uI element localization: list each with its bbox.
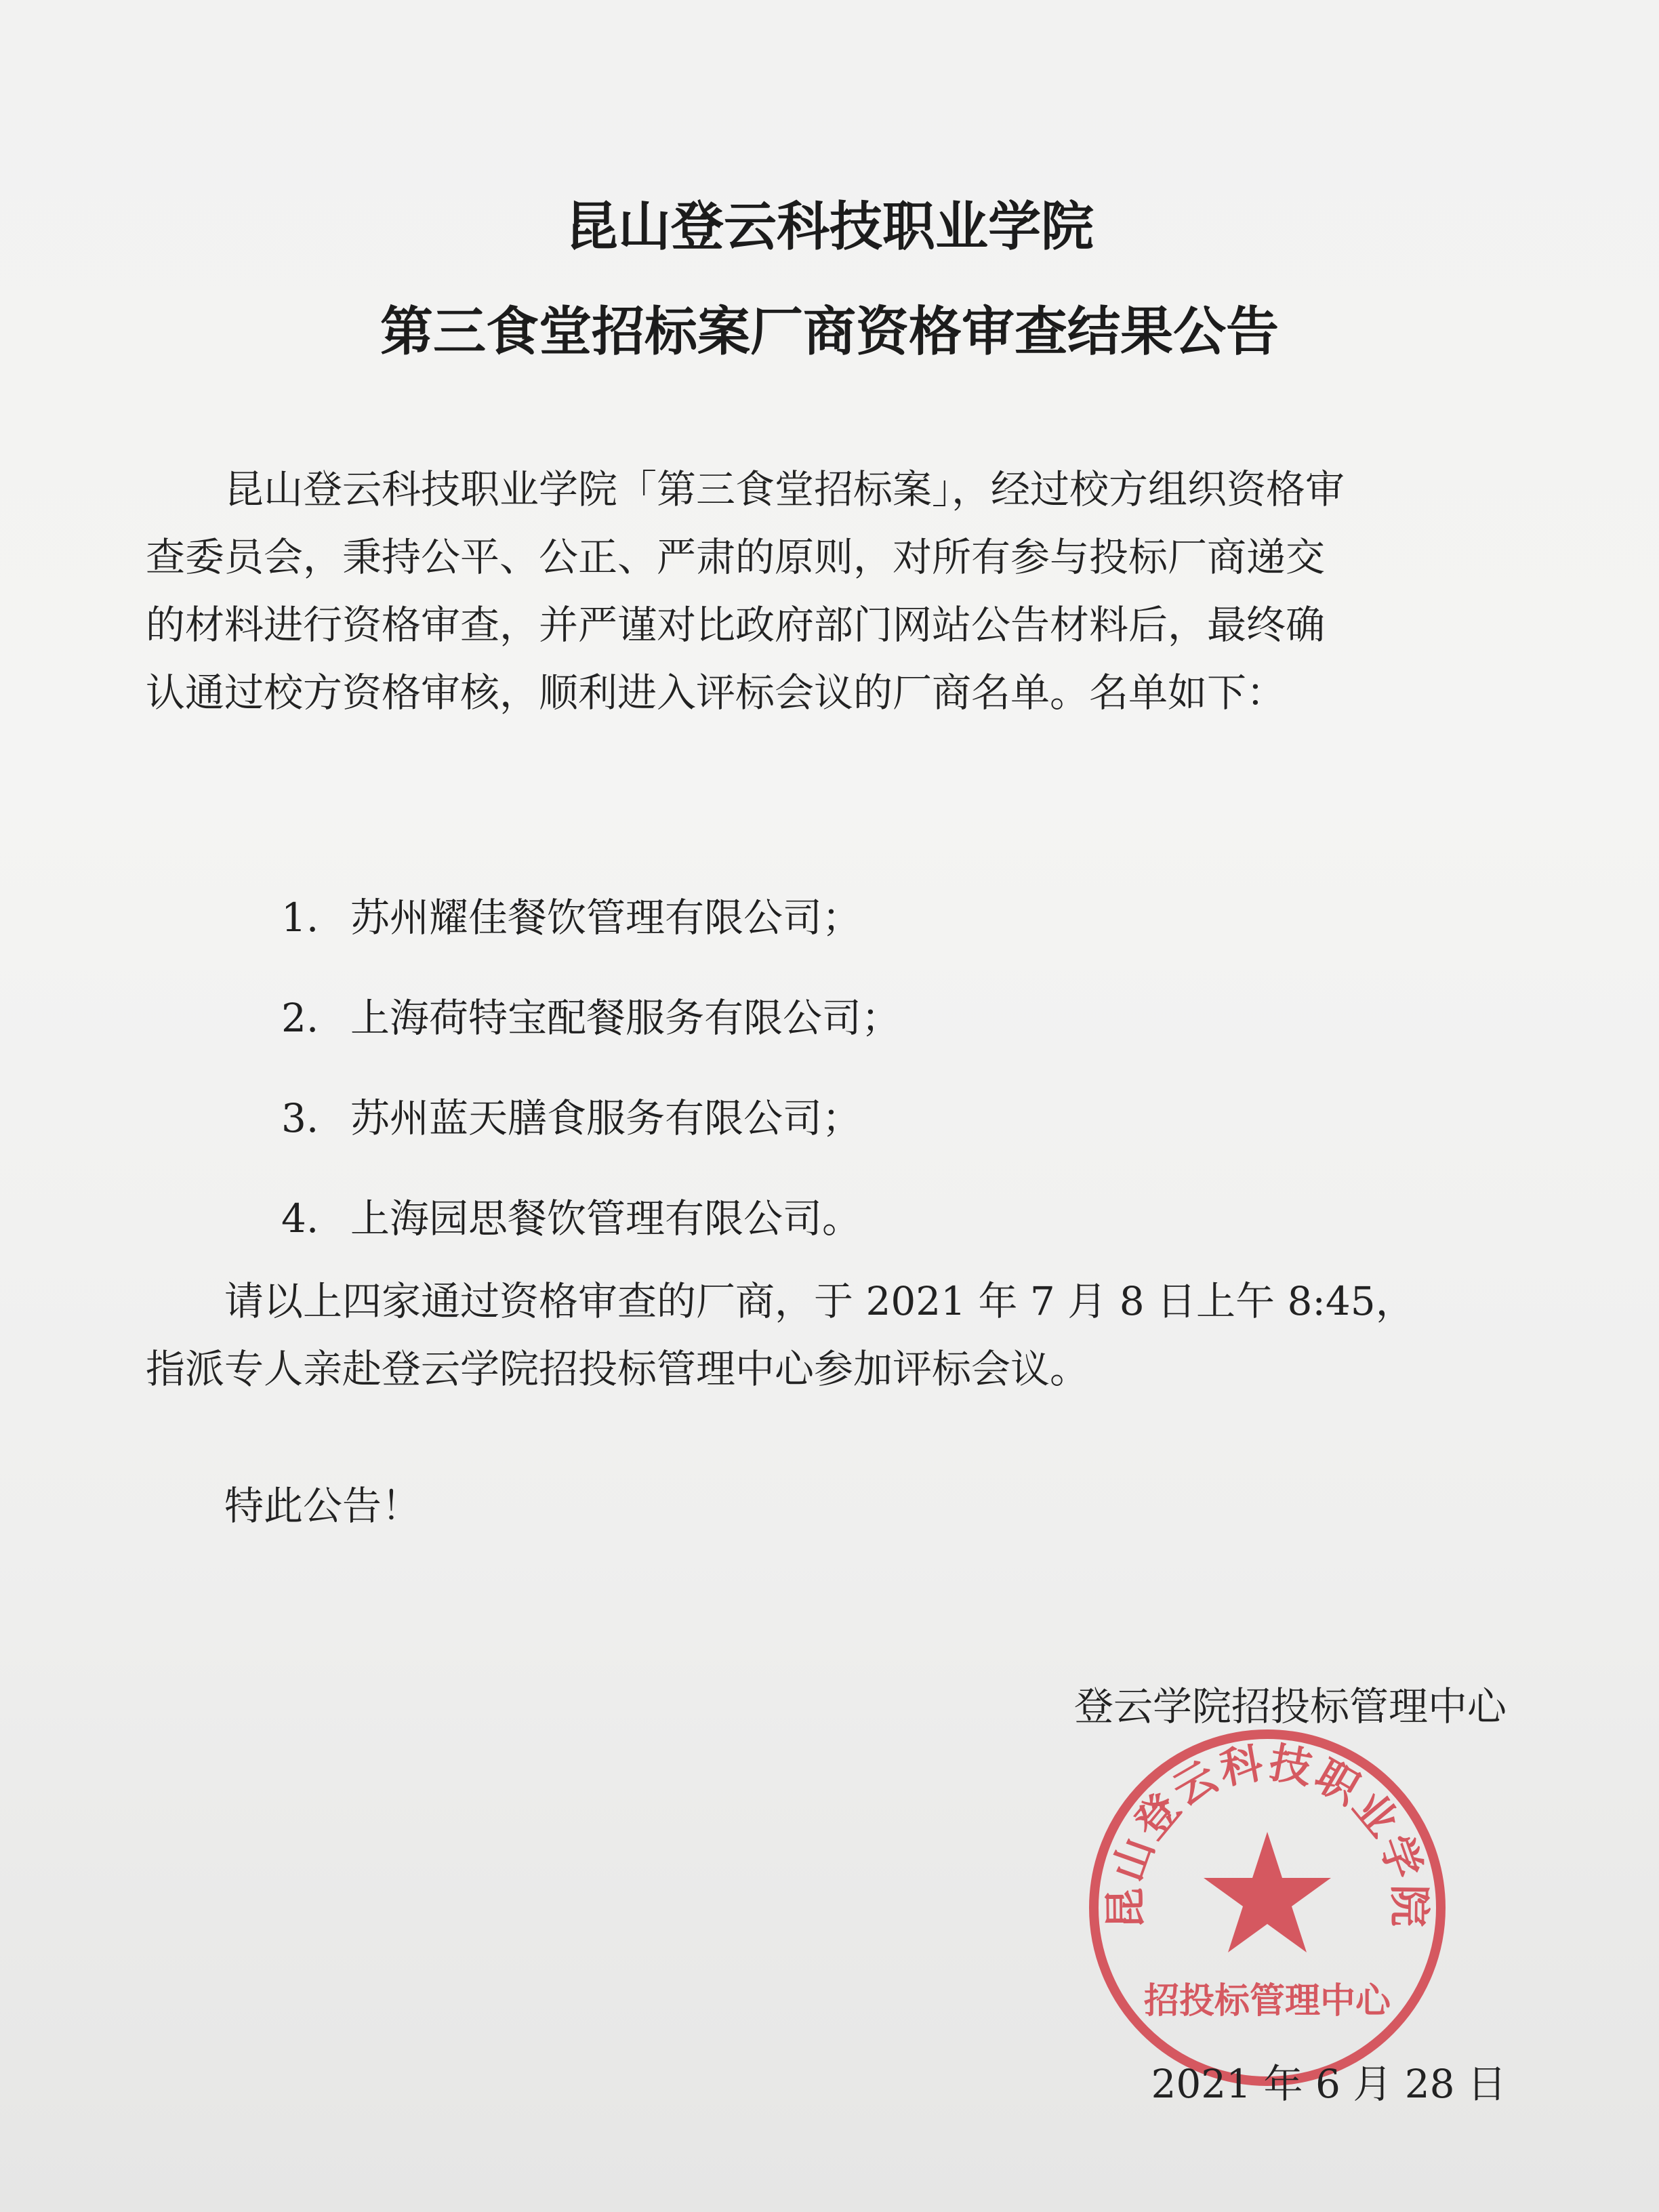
notice-line: 指派专人亲赴登云学院招投标管理中心参加评标会议。 xyxy=(146,1346,1090,1392)
intro-paragraph xyxy=(146,455,1501,726)
seal-star xyxy=(1204,1832,1331,1952)
notice-line: 请以上四家通过资格审查的厂商，于 2021 年 7 月 8 日上午 8:45， xyxy=(224,1278,1415,1324)
vendor-name: 上海荷特宝配餐服务有限公司； xyxy=(350,995,901,1041)
vendor-name: 上海园思餐饮管理有限公司。 xyxy=(350,1195,862,1242)
seal-outer-text: 昆山登云科技职业学院 xyxy=(1100,1737,1435,1930)
issue-date: 2021 年 6 月 28 日 xyxy=(1151,2061,1507,2107)
vendor-name: 苏州蓝天膳食服务有限公司； xyxy=(350,1095,862,1141)
vendor-number: 1. xyxy=(281,895,319,941)
closing-paragraph xyxy=(146,1472,1501,1540)
intro-line: 查委员会，秉持公平、公正、严肃的原则，对所有参与投标厂商递交 xyxy=(146,534,1326,580)
vendor-number: 3. xyxy=(281,1095,319,1141)
notice-paragraph xyxy=(146,1267,1501,1403)
official-seal-icon xyxy=(1084,1725,1450,2091)
title-announcement: 第三食堂招标案厂商资格审查结果公告 xyxy=(380,302,1279,363)
vendor-item xyxy=(281,1168,901,1269)
intro-line: 的材料进行资格审查，并严谨对比政府部门网站公告材料后，最终确 xyxy=(146,602,1326,648)
signer: 登云学院招投标管理中心 xyxy=(1073,1683,1507,1729)
closing-text: 特此公告！ xyxy=(224,1483,422,1529)
seal-inner-text: 招投标管理中心 xyxy=(1143,1981,1391,2022)
vendor-item xyxy=(281,968,901,1068)
vendor-list xyxy=(281,867,901,1269)
vendor-number: 4. xyxy=(281,1195,319,1242)
vendor-name: 苏州耀佳餐饮管理有限公司； xyxy=(350,895,862,941)
vendor-item xyxy=(281,867,901,968)
intro-line: 认通过校方资格审核，顺利进入评标会议的厂商名单。名单如下： xyxy=(146,670,1286,716)
vendor-item xyxy=(281,1068,901,1168)
vendor-number: 2. xyxy=(281,995,319,1041)
intro-line: 昆山登云科技职业学院「第三食堂招标案」，经过校方组织资格审 xyxy=(224,466,1345,512)
title-institution: 昆山登云科技职业学院 xyxy=(565,197,1094,258)
